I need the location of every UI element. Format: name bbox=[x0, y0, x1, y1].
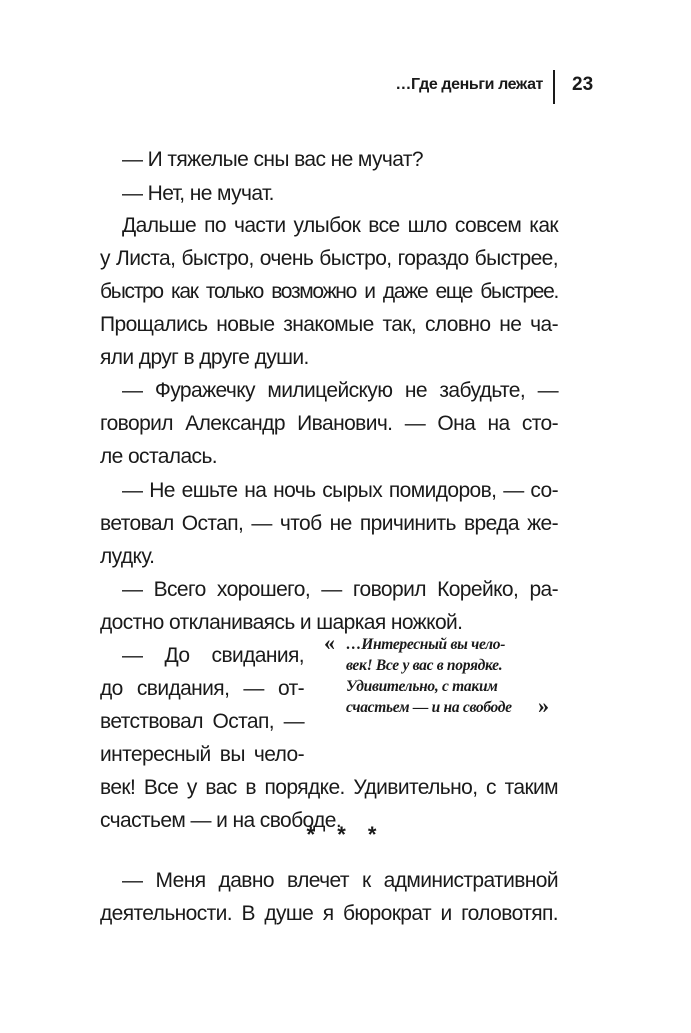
text-line: век! Все у вас в порядке. Удивительно, с таким bbox=[100, 776, 558, 799]
text-line: до свидания, — от- bbox=[100, 677, 304, 700]
text-line: ветствовал Остап, — bbox=[100, 710, 304, 733]
text-line: говорил Александр Иванович. — Она на сто- bbox=[100, 412, 558, 435]
close-quote-mark: » bbox=[538, 693, 549, 718]
pullquote-line: век! Все у вас в порядке. bbox=[346, 657, 503, 674]
pullquote-line: счастьем — и на свободе bbox=[346, 699, 512, 716]
pullquote-line: …Интересный вы чело- bbox=[346, 636, 506, 653]
running-header bbox=[0, 70, 691, 104]
page-number: 23 bbox=[572, 74, 594, 95]
text-line: у Листа, быстро, очень быстро, гораздо быстрее, bbox=[100, 247, 558, 270]
section-separator: * * * bbox=[306, 822, 385, 847]
text-line: яли друг в друге души. bbox=[100, 346, 309, 369]
text-line: ле осталась. bbox=[100, 445, 218, 468]
text-line: — Меня давно влечет к административной bbox=[122, 869, 558, 892]
text-line: деятельности. В душе я бюрократ и головотяп. bbox=[100, 902, 558, 925]
text-line: ветовал Остап, — чтоб не причинить вреда же- bbox=[100, 512, 558, 535]
pullquote-line: Удивительно, с таким bbox=[346, 678, 498, 695]
text-line: достно откланиваясь и шаркая ножкой. bbox=[100, 611, 463, 634]
text-line: — Фуражечку милицейскую не забудьте, — bbox=[122, 379, 558, 402]
text-line: Прощались новые знакомые так, словно не ча- bbox=[100, 313, 558, 336]
header-divider bbox=[553, 70, 555, 104]
text-line: — И тяжелые сны вас не мучат? bbox=[122, 148, 423, 171]
text-line: — Нет, не мучат. bbox=[122, 182, 274, 205]
text-line: счастьем — и на свободе. bbox=[100, 809, 342, 832]
text-line: — Не ешьте на ночь сырых помидоров, — со- bbox=[122, 479, 558, 502]
text-line: — До свидания, bbox=[122, 644, 304, 667]
text-line: Дальше по части улыбок все шло совсем как bbox=[122, 214, 558, 237]
text-line: — Всего хорошего, — говорил Корейко, ра- bbox=[122, 578, 558, 601]
text-line: быстро как только возможно и даже еще быстрее. bbox=[100, 280, 558, 303]
running-title: …Где деньги лежат bbox=[395, 76, 543, 93]
text-line: лудку. bbox=[100, 545, 155, 568]
open-quote-mark: « bbox=[324, 630, 335, 655]
text-line: интересный вы чело- bbox=[100, 743, 304, 766]
